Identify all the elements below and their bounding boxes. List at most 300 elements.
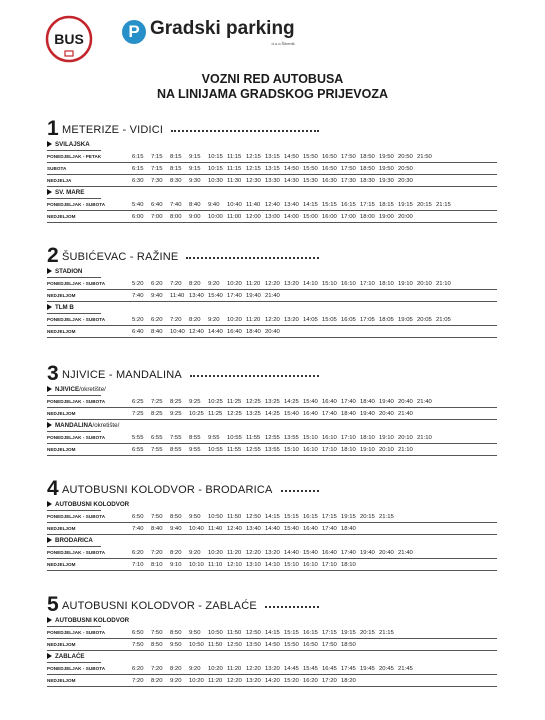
departure-time: 21:10 — [398, 446, 413, 453]
departure-time: 17:10 — [322, 561, 337, 568]
departure-time: 13:15 — [265, 153, 280, 160]
departure-time: 16:10 — [303, 561, 318, 568]
departure-time: 14:45 — [284, 665, 299, 672]
departure-time: 20:40 — [398, 398, 413, 405]
departure-time: 15:40 — [284, 525, 299, 532]
departure-time: 14:40 — [265, 525, 280, 532]
departure-time: 7:50 — [151, 513, 163, 520]
departure-time: 8:20 — [189, 316, 201, 323]
schedule-row — [47, 663, 497, 675]
departure-time: 17:10 — [341, 434, 356, 441]
stop-name: AUTOBUSNI KOLODVOR — [55, 501, 130, 508]
parking-brand-name: Gradski parking — [150, 18, 295, 39]
departure-time: 18:10 — [341, 561, 356, 568]
departure-time: 6:40 — [132, 328, 144, 335]
schedule-row — [47, 639, 497, 651]
line-dotted-rule — [190, 375, 319, 377]
departure-time: 16:30 — [322, 177, 337, 184]
departure-time: 14:50 — [265, 641, 280, 648]
departure-time: 16:40 — [303, 410, 318, 417]
line-route-name: METERIZE - VIDICI — [62, 124, 164, 136]
line-number: 2 — [47, 244, 59, 267]
departure-time: 15:20 — [284, 677, 299, 684]
departure-time: 16:10 — [303, 446, 318, 453]
day-label: NEDJELJOM — [47, 293, 76, 298]
departure-time: 10:20 — [208, 665, 223, 672]
departure-time: 11:55 — [227, 446, 242, 453]
departure-time: 15:05 — [322, 316, 337, 323]
departure-time: 6:50 — [132, 629, 144, 636]
departure-time: 21:40 — [398, 549, 413, 556]
departure-time: 8:40 — [151, 525, 163, 532]
departure-time: 11:15 — [227, 165, 242, 172]
departure-time: 9:40 — [170, 525, 182, 532]
departure-time: 15:10 — [303, 434, 318, 441]
stop-name: MANDALINA — [55, 422, 93, 429]
play-triangle-icon — [47, 537, 52, 543]
departure-time: 19:15 — [341, 629, 356, 636]
departure-time: 12:15 — [246, 153, 261, 160]
stop-name: TLM B — [55, 304, 74, 311]
departure-time: 5:20 — [132, 316, 144, 323]
departure-time: 10:20 — [189, 677, 204, 684]
stop-block — [47, 189, 497, 223]
departure-time: 13:25 — [246, 410, 261, 417]
departure-time: 16:10 — [322, 434, 337, 441]
day-label: PONEDJELJAK - PETAK — [47, 154, 102, 159]
departure-time: 17:00 — [341, 213, 356, 220]
departure-time: 7:00 — [151, 213, 163, 220]
departure-time: 16:00 — [322, 213, 337, 220]
departure-time: 12:20 — [246, 549, 261, 556]
stop-block — [47, 653, 497, 687]
line-header — [47, 117, 497, 140]
stop-block — [47, 304, 497, 338]
day-label: NEDJELJOM — [47, 411, 76, 416]
departure-time: 16:15 — [303, 629, 318, 636]
stop-header — [47, 537, 497, 547]
parking-company-logo — [122, 18, 295, 54]
departure-time: 21:05 — [436, 316, 451, 323]
departure-time: 15:10 — [322, 280, 337, 287]
departure-time: 18:40 — [341, 410, 356, 417]
departure-time: 9:20 — [189, 549, 201, 556]
departure-time: 8:40 — [151, 328, 163, 335]
departure-time: 14:25 — [265, 410, 280, 417]
departure-time: 19:15 — [398, 201, 413, 208]
departure-time: 9:15 — [189, 165, 201, 172]
departure-time: 18:50 — [360, 165, 375, 172]
departure-time: 6:15 — [132, 153, 144, 160]
departure-time: 7:50 — [151, 629, 163, 636]
departure-time: 10:50 — [208, 513, 223, 520]
departure-time: 13:15 — [265, 165, 280, 172]
departure-time: 9:30 — [189, 177, 201, 184]
departure-time: 14:40 — [208, 328, 223, 335]
departure-time: 18:40 — [341, 525, 356, 532]
departure-time: 10:40 — [170, 328, 185, 335]
line-dotted-rule — [265, 606, 319, 608]
stop-header — [47, 653, 497, 663]
departure-time: 9:25 — [189, 398, 201, 405]
schedule-row — [47, 314, 497, 326]
departure-time: 8:20 — [170, 549, 182, 556]
bus-logo-icon — [44, 14, 94, 64]
departure-time: 8:55 — [189, 434, 201, 441]
day-label: PONEDJELJAK - SUBOTA — [47, 435, 106, 440]
departure-time: 6:00 — [132, 213, 144, 220]
schedule-row — [47, 627, 497, 639]
stop-header — [47, 268, 497, 278]
departure-time: 10:40 — [227, 201, 242, 208]
departure-time: 15:40 — [284, 410, 299, 417]
departure-time: 8:20 — [189, 280, 201, 287]
departure-time: 10:20 — [227, 316, 242, 323]
departure-time: 19:10 — [360, 446, 375, 453]
departure-time: 11:00 — [227, 213, 242, 220]
day-label: PONEDJELJAK - SUBOTA — [47, 666, 106, 671]
departure-time: 8:25 — [170, 398, 182, 405]
departure-time: 7:55 — [151, 446, 163, 453]
departure-time: 17:15 — [360, 201, 375, 208]
departure-time: 7:50 — [132, 641, 144, 648]
departure-time: 7:20 — [170, 280, 182, 287]
line-number: 4 — [47, 477, 59, 500]
departure-time: 14:50 — [284, 165, 299, 172]
departure-time: 10:10 — [189, 561, 204, 568]
departure-time: 13:40 — [284, 201, 299, 208]
departure-time: 13:20 — [284, 316, 299, 323]
departure-time: 7:25 — [151, 398, 163, 405]
departure-time: 18:10 — [341, 446, 356, 453]
play-triangle-icon — [47, 386, 52, 392]
departure-time: 15:40 — [303, 398, 318, 405]
departure-time: 9:20 — [189, 665, 201, 672]
departure-time: 14:30 — [284, 177, 299, 184]
departure-time: 13:50 — [246, 641, 261, 648]
departure-time: 21:15 — [436, 201, 451, 208]
departure-time: 14:15 — [265, 513, 280, 520]
departure-time: 14:10 — [265, 561, 280, 568]
stop-header — [47, 141, 497, 151]
departure-time: 8:15 — [170, 153, 182, 160]
departure-time: 9:55 — [208, 434, 220, 441]
departure-time: 11:50 — [208, 641, 223, 648]
departure-time: 6:20 — [151, 316, 163, 323]
departure-time: 16:40 — [322, 398, 337, 405]
departure-time: 19:40 — [360, 410, 375, 417]
departure-time: 20:05 — [417, 316, 432, 323]
departure-time: 17:20 — [322, 677, 337, 684]
departure-time: 21:45 — [398, 665, 413, 672]
departure-time: 16:50 — [322, 165, 337, 172]
departure-time: 19:40 — [379, 398, 394, 405]
departure-time: 11:40 — [208, 525, 223, 532]
schedule-row — [47, 326, 497, 338]
departure-time: 12:20 — [227, 677, 242, 684]
stop-name: SVILAJSKA — [55, 141, 90, 148]
departure-time: 8:20 — [170, 665, 182, 672]
line-route-name: ŠUBIĆEVAC - RAŽINE — [62, 251, 179, 263]
departure-time: 11:40 — [246, 201, 261, 208]
departure-time: 9:15 — [189, 153, 201, 160]
departure-time: 17:40 — [322, 410, 337, 417]
bus-company-logo — [44, 14, 94, 64]
play-triangle-icon — [47, 501, 52, 507]
parking-p-icon: P — [122, 20, 146, 44]
stop-header — [47, 304, 497, 314]
departure-time: 15:40 — [303, 549, 318, 556]
departure-time: 10:20 — [227, 280, 242, 287]
departure-time: 18:50 — [360, 153, 375, 160]
departure-time: 7:40 — [132, 525, 144, 532]
departure-time: 10:00 — [208, 213, 223, 220]
departure-time: 7:10 — [132, 561, 144, 568]
departure-time: 8:10 — [151, 561, 163, 568]
schedule-row — [47, 444, 497, 456]
departure-time: 11:55 — [246, 434, 261, 441]
departure-time: 7:15 — [151, 153, 163, 160]
day-label: PONEDJELJAK - SUBOTA — [47, 202, 106, 207]
departure-time: 10:55 — [227, 434, 242, 441]
departure-time: 13:40 — [246, 525, 261, 532]
departure-time: 7:55 — [170, 434, 182, 441]
stop-block — [47, 268, 497, 302]
line-dotted-rule — [171, 130, 319, 132]
schedule-row — [47, 199, 497, 211]
departure-time: 12:40 — [265, 201, 280, 208]
departure-time: 15:10 — [284, 561, 299, 568]
departure-time: 12:50 — [246, 513, 261, 520]
stop-header — [47, 617, 497, 627]
departure-time: 17:10 — [360, 280, 375, 287]
line-section — [47, 244, 497, 338]
departure-time: 20:10 — [417, 280, 432, 287]
departure-time: 17:30 — [341, 177, 356, 184]
departure-time: 19:30 — [379, 177, 394, 184]
departure-time: 18:10 — [360, 434, 375, 441]
departure-time: 16:50 — [303, 641, 318, 648]
day-label: NEDJELJOM — [47, 447, 76, 452]
day-label: NEDJELJOM — [47, 214, 76, 219]
departure-time: 7:20 — [151, 549, 163, 556]
departure-time: 15:15 — [322, 201, 337, 208]
day-label: NEDJELJOM — [47, 642, 76, 647]
departure-time: 11:15 — [227, 153, 242, 160]
departure-time: 6:20 — [132, 549, 144, 556]
stop-block — [47, 141, 497, 187]
stop-block — [47, 422, 497, 456]
departure-time: 16:20 — [303, 677, 318, 684]
departure-time: 14:40 — [284, 549, 299, 556]
departure-time: 20:40 — [379, 410, 394, 417]
departure-time: 18:30 — [360, 177, 375, 184]
departure-time: 17:40 — [341, 549, 356, 556]
departure-time: 20:10 — [398, 434, 413, 441]
day-label: NEDJELJOM — [47, 526, 76, 531]
departure-time: 14:05 — [303, 316, 318, 323]
title-line-2: NA LINIJAMA GRADSKOG PRIJEVOZA — [156, 87, 389, 101]
line-header — [47, 362, 497, 385]
departure-time: 13:20 — [265, 549, 280, 556]
departure-time: 19:15 — [341, 513, 356, 520]
departure-time: 21:50 — [417, 153, 432, 160]
day-label: NEDJELJOM — [47, 678, 76, 683]
departure-time: 12:55 — [265, 434, 280, 441]
schedule-row — [47, 151, 497, 163]
day-label: NEDJELJOM — [47, 329, 76, 334]
departure-time: 20:10 — [379, 446, 394, 453]
departure-time: 18:40 — [246, 328, 261, 335]
line-number: 5 — [47, 593, 59, 616]
departure-time: 21:40 — [398, 410, 413, 417]
departure-time: 7:25 — [132, 410, 144, 417]
departure-time: 16:50 — [322, 153, 337, 160]
departure-time: 5:40 — [132, 201, 144, 208]
departure-time: 13:10 — [246, 561, 261, 568]
departure-time: 11:40 — [170, 292, 185, 299]
departure-time: 6:40 — [151, 201, 163, 208]
schedule-row — [47, 290, 497, 302]
departure-time: 9:20 — [170, 677, 182, 684]
line-route-name: AUTOBUSNI KOLODVOR - ZABLAĆE — [62, 600, 257, 612]
departure-time: 12:10 — [227, 561, 242, 568]
departure-time: 12:15 — [246, 165, 261, 172]
departure-time: 17:50 — [341, 165, 356, 172]
stop-block — [47, 537, 497, 571]
departure-time: 17:10 — [322, 446, 337, 453]
departure-time: 17:40 — [227, 292, 242, 299]
schedule-row — [47, 559, 497, 571]
departure-time: 7:15 — [151, 165, 163, 172]
departure-time: 9:40 — [151, 292, 163, 299]
departure-time: 13:25 — [265, 398, 280, 405]
stop-name: NJIVICE — [55, 386, 80, 393]
departure-time: 9:20 — [208, 316, 220, 323]
departure-time: 11:20 — [208, 677, 223, 684]
stop-header — [47, 189, 497, 199]
day-label: PONEDJELJAK - SUBOTA — [47, 281, 106, 286]
departure-time: 11:50 — [227, 629, 242, 636]
line-header — [47, 593, 497, 616]
departure-time: 6:55 — [132, 446, 144, 453]
departure-time: 6:20 — [151, 280, 163, 287]
departure-time: 18:05 — [379, 316, 394, 323]
line-section — [47, 362, 497, 456]
departure-time: 15:30 — [303, 177, 318, 184]
departure-time: 6:15 — [132, 165, 144, 172]
departure-time: 20:30 — [398, 177, 413, 184]
departure-time: 6:25 — [132, 398, 144, 405]
departure-time: 7:30 — [151, 177, 163, 184]
departure-time: 15:10 — [284, 446, 299, 453]
departure-time: 12:40 — [189, 328, 204, 335]
schedule-row — [47, 211, 497, 223]
stop-name: ZABLAĆE — [55, 653, 85, 660]
departure-time: 12:30 — [246, 177, 261, 184]
departure-time: 18:00 — [360, 213, 375, 220]
departure-time: 21:40 — [417, 398, 432, 405]
day-label: PONEDJELJAK - SUBOTA — [47, 317, 106, 322]
departure-time: 17:40 — [322, 525, 337, 532]
play-triangle-icon — [47, 141, 52, 147]
departure-time: 9:10 — [170, 561, 182, 568]
departure-time: 20:50 — [398, 165, 413, 172]
bus-logo-text: BUS — [54, 31, 84, 47]
schedule-row — [47, 396, 497, 408]
departure-time: 8:50 — [170, 513, 182, 520]
departure-time: 8:20 — [151, 677, 163, 684]
line-dotted-rule — [281, 490, 319, 492]
departure-time: 16:40 — [322, 549, 337, 556]
stop-note: /okretište/ — [92, 422, 120, 429]
departure-time: 19:10 — [398, 280, 413, 287]
departure-time: 13:40 — [189, 292, 204, 299]
departure-time: 18:10 — [379, 280, 394, 287]
departure-time: 13:20 — [246, 677, 261, 684]
departure-time: 10:30 — [208, 177, 223, 184]
departure-time: 17:50 — [341, 153, 356, 160]
departure-time: 16:10 — [341, 280, 356, 287]
departure-time: 7:20 — [132, 677, 144, 684]
day-label: PONEDJELJAK - SUBOTA — [47, 630, 106, 635]
departure-time: 20:50 — [398, 153, 413, 160]
line-header — [47, 244, 497, 267]
departure-time: 11:20 — [227, 665, 242, 672]
stop-block — [47, 386, 497, 420]
day-label: PONEDJELJAK - SUBOTA — [47, 550, 106, 555]
departure-time: 11:20 — [246, 316, 261, 323]
departure-time: 12:20 — [265, 316, 280, 323]
departure-time: 6:50 — [132, 513, 144, 520]
departure-time: 11:25 — [208, 410, 223, 417]
schedule-row — [47, 675, 497, 687]
day-label: SUBOTA — [47, 166, 67, 171]
departure-time: 16:45 — [322, 665, 337, 672]
departure-time: 10:40 — [189, 525, 204, 532]
departure-time: 16:40 — [303, 525, 318, 532]
departure-time: 18:40 — [360, 398, 375, 405]
departure-time: 7:20 — [170, 316, 182, 323]
departure-time: 19:00 — [379, 213, 394, 220]
departure-time: 19:40 — [246, 292, 261, 299]
departure-time: 10:50 — [189, 641, 204, 648]
departure-time: 20:40 — [265, 328, 280, 335]
page-title — [0, 72, 545, 102]
departure-time: 18:20 — [341, 677, 356, 684]
departure-time: 7:20 — [151, 665, 163, 672]
departure-time: 9:20 — [208, 280, 220, 287]
departure-time: 17:05 — [360, 316, 375, 323]
departure-time: 10:55 — [208, 446, 223, 453]
departure-time: 6:55 — [151, 434, 163, 441]
departure-time: 12:20 — [246, 665, 261, 672]
departure-time: 20:45 — [379, 665, 394, 672]
page-header — [0, 0, 545, 70]
departure-time: 19:50 — [379, 153, 394, 160]
departure-time: 10:25 — [208, 398, 223, 405]
departure-time: 12:25 — [227, 410, 242, 417]
departure-time: 20:15 — [360, 629, 375, 636]
departure-time: 12:20 — [265, 280, 280, 287]
departure-time: 21:15 — [379, 513, 394, 520]
day-label: PONEDJELJAK - SUBOTA — [47, 514, 106, 519]
departure-time: 17:45 — [341, 665, 356, 672]
play-triangle-icon — [47, 653, 52, 659]
departure-time: 17:40 — [341, 398, 356, 405]
departure-time: 14:15 — [303, 201, 318, 208]
departure-time: 20:40 — [379, 549, 394, 556]
